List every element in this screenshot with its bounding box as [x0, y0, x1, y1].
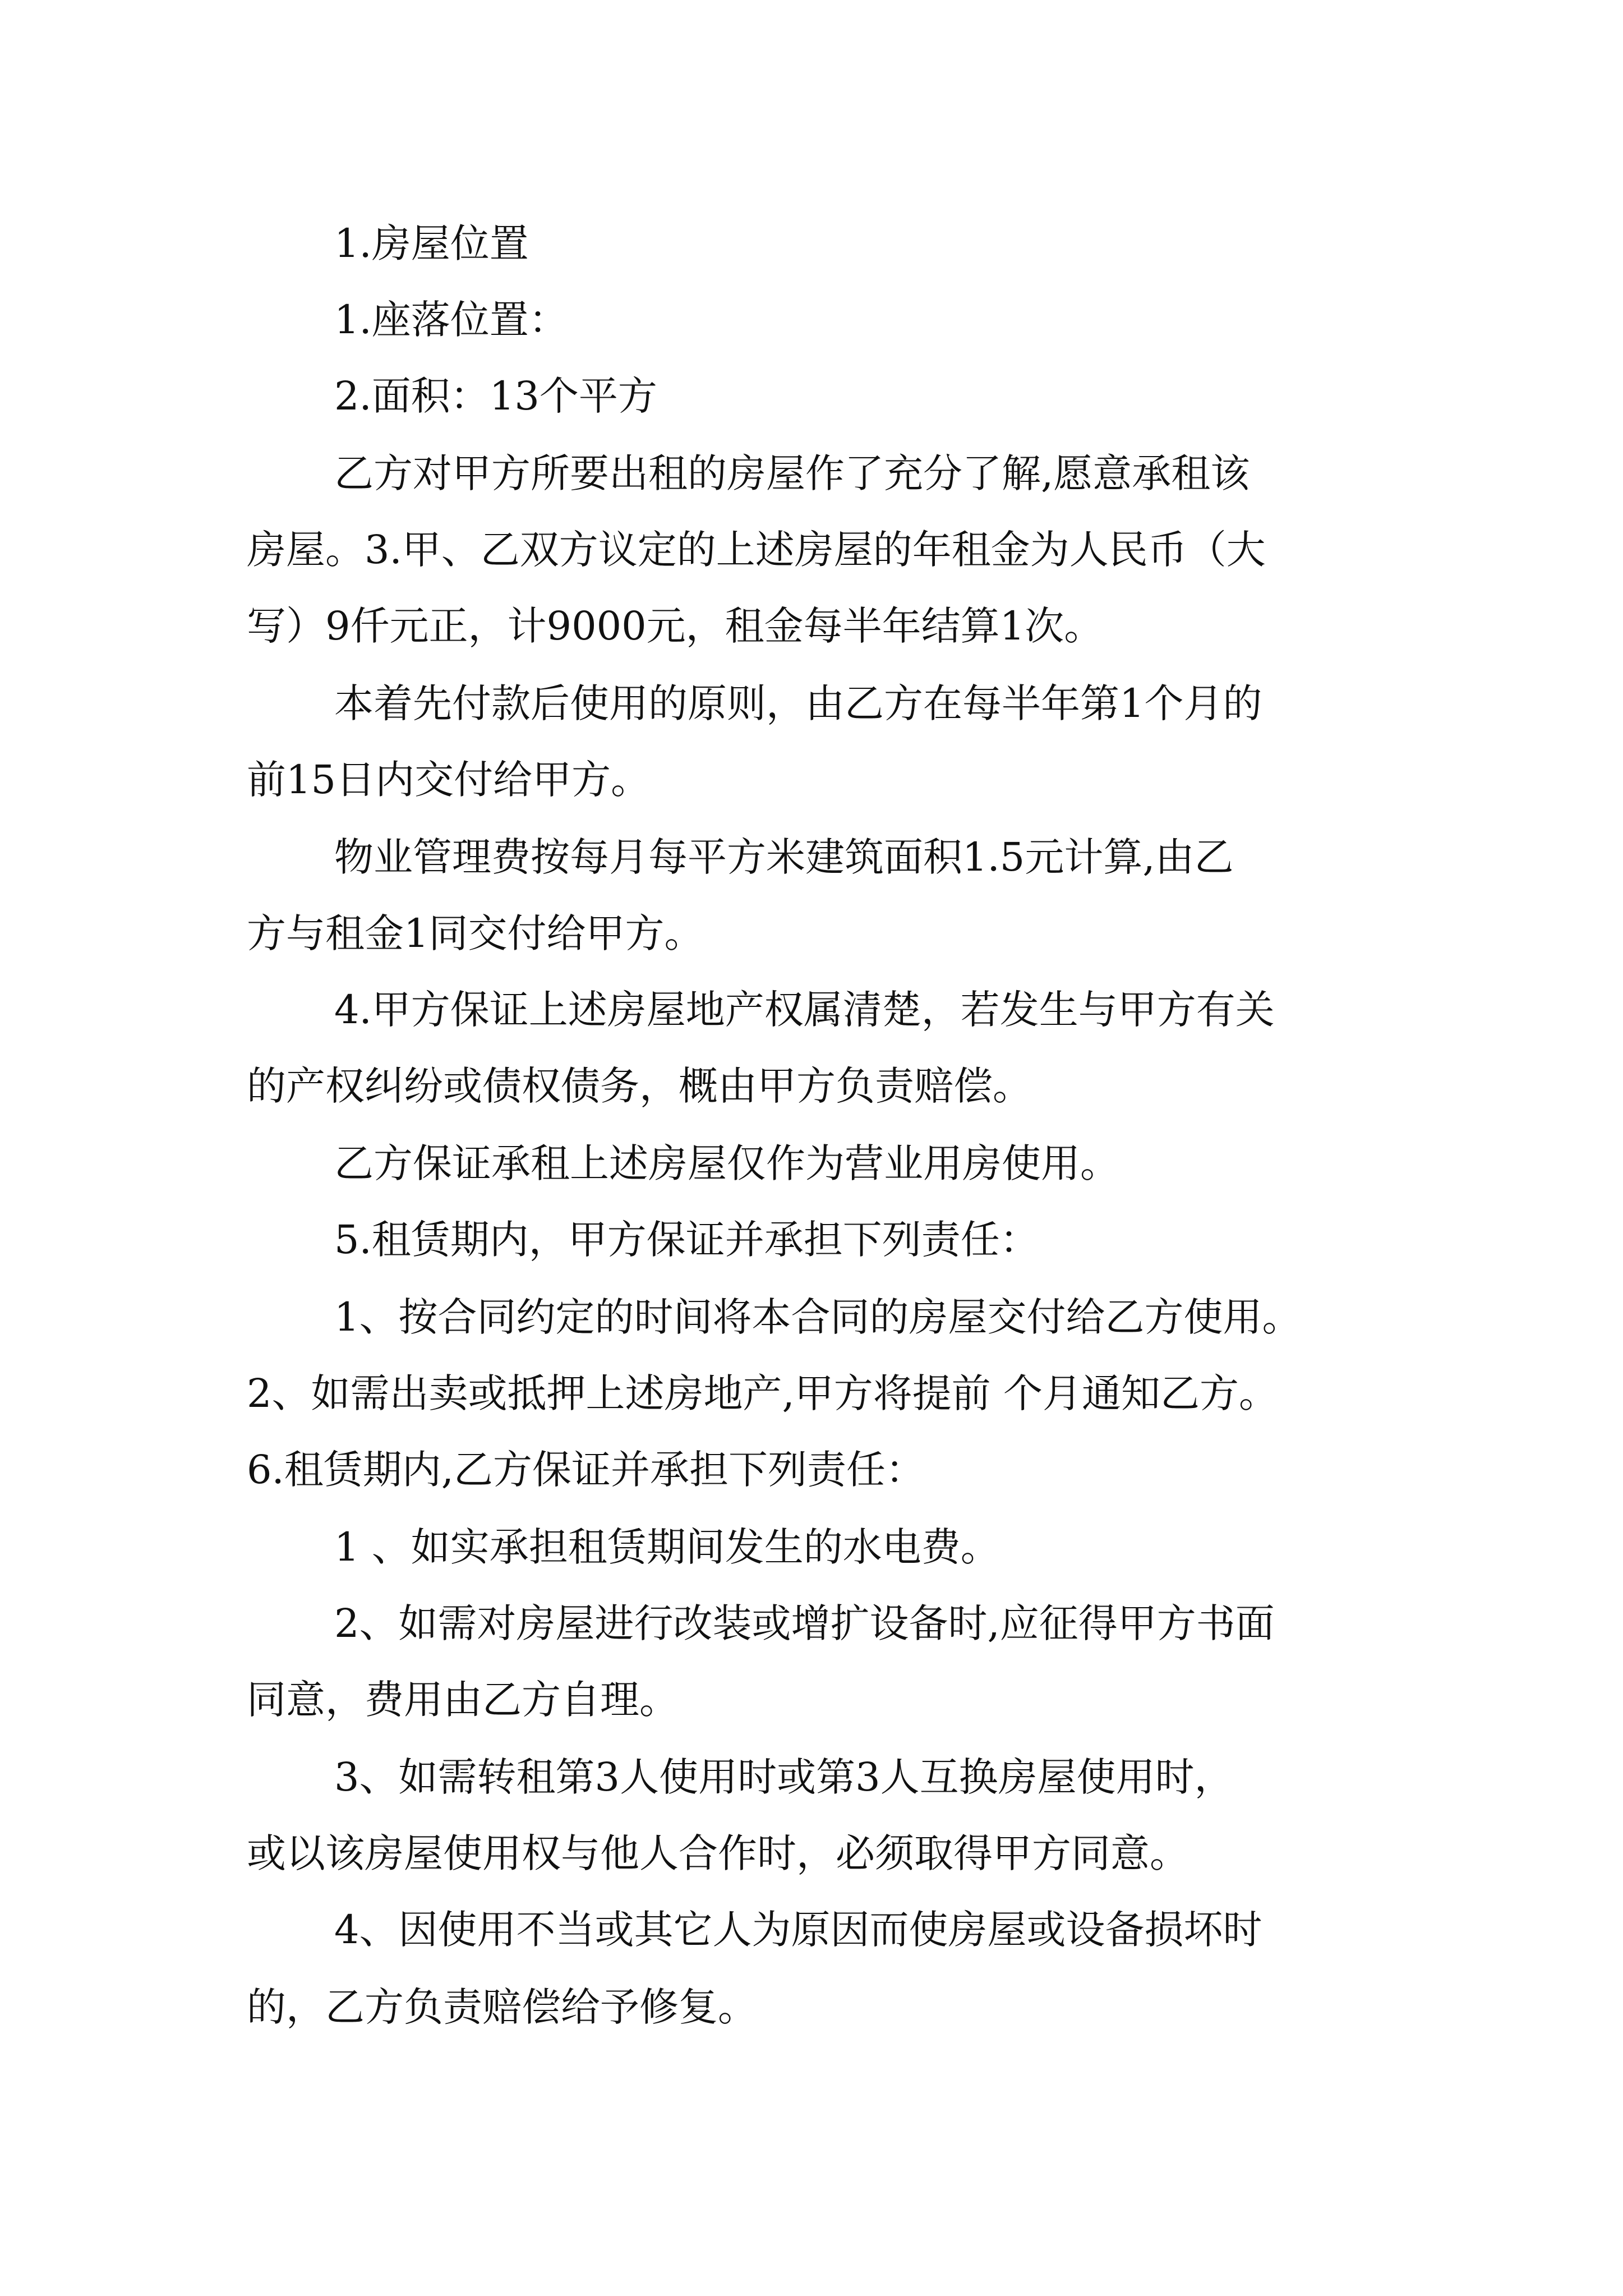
text-line: 方与租金1同交付给甲方。 [247, 910, 704, 956]
text-line: 房屋。3.甲、乙双方议定的上述房屋的年租金为人民币（大 [247, 527, 1266, 573]
text-line: 同意，费用由乙方自理。 [247, 1677, 679, 1723]
text-line: 1、按合同约定的时间将本合同的房屋交付给乙方使用。 [334, 1294, 1302, 1340]
text-line: 物业管理费按每月每平方米建筑面积1.5元计算,由乙 [334, 834, 1234, 880]
text-line: 或以该房屋使用权与他人合作时，必须取得甲方同意。 [247, 1830, 1189, 1876]
text-line: 2、如需出卖或抵押上述房地产,甲方将提前 个月通知乙方。 [247, 1370, 1279, 1416]
text-line: 5.租赁期内，甲方保证并承担下列责任： [334, 1217, 1039, 1263]
text-line: 4.甲方保证上述房屋地产权属清楚，若发生与甲方有关 [334, 987, 1275, 1033]
text-line: 1.房屋位置 [334, 220, 529, 266]
text-line: 1 、如实承担租赁期间发生的水电费。 [334, 1524, 1000, 1570]
text-line: 前15日内交付给甲方。 [247, 757, 651, 803]
text-line: 写）9仟元正，计9000元，租金每半年结算1次。 [247, 603, 1104, 649]
text-line: 2.面积：13个平方 [334, 373, 657, 419]
text-line: 本着先付款后使用的原则，由乙方在每半年第1个月的 [334, 680, 1262, 726]
text-line: 1.座落位置： [334, 297, 568, 343]
text-line: 3、如需转租第3人使用时或第3人互换房屋使用时， [334, 1754, 1234, 1800]
text-line: 6.租赁期内,乙方保证并承担下列责任： [247, 1447, 925, 1493]
text-line: 4、因使用不当或其它人为原因而使房屋或设备损坏时 [334, 1907, 1262, 1953]
text-line: 的产权纠纷或债权债务，概由甲方负责赔偿。 [247, 1063, 1032, 1109]
text-line: 2、如需对房屋进行改装或增扩设备时,应征得甲方书面 [334, 1600, 1275, 1646]
text-line: 乙方保证承租上述房屋仅作为营业用房使用。 [334, 1140, 1119, 1186]
text-line: 乙方对甲方所要出租的房屋作了充分了解,愿意承租该 [334, 450, 1250, 496]
text-line: 的，乙方负责赔偿给予修复。 [247, 1984, 757, 2030]
